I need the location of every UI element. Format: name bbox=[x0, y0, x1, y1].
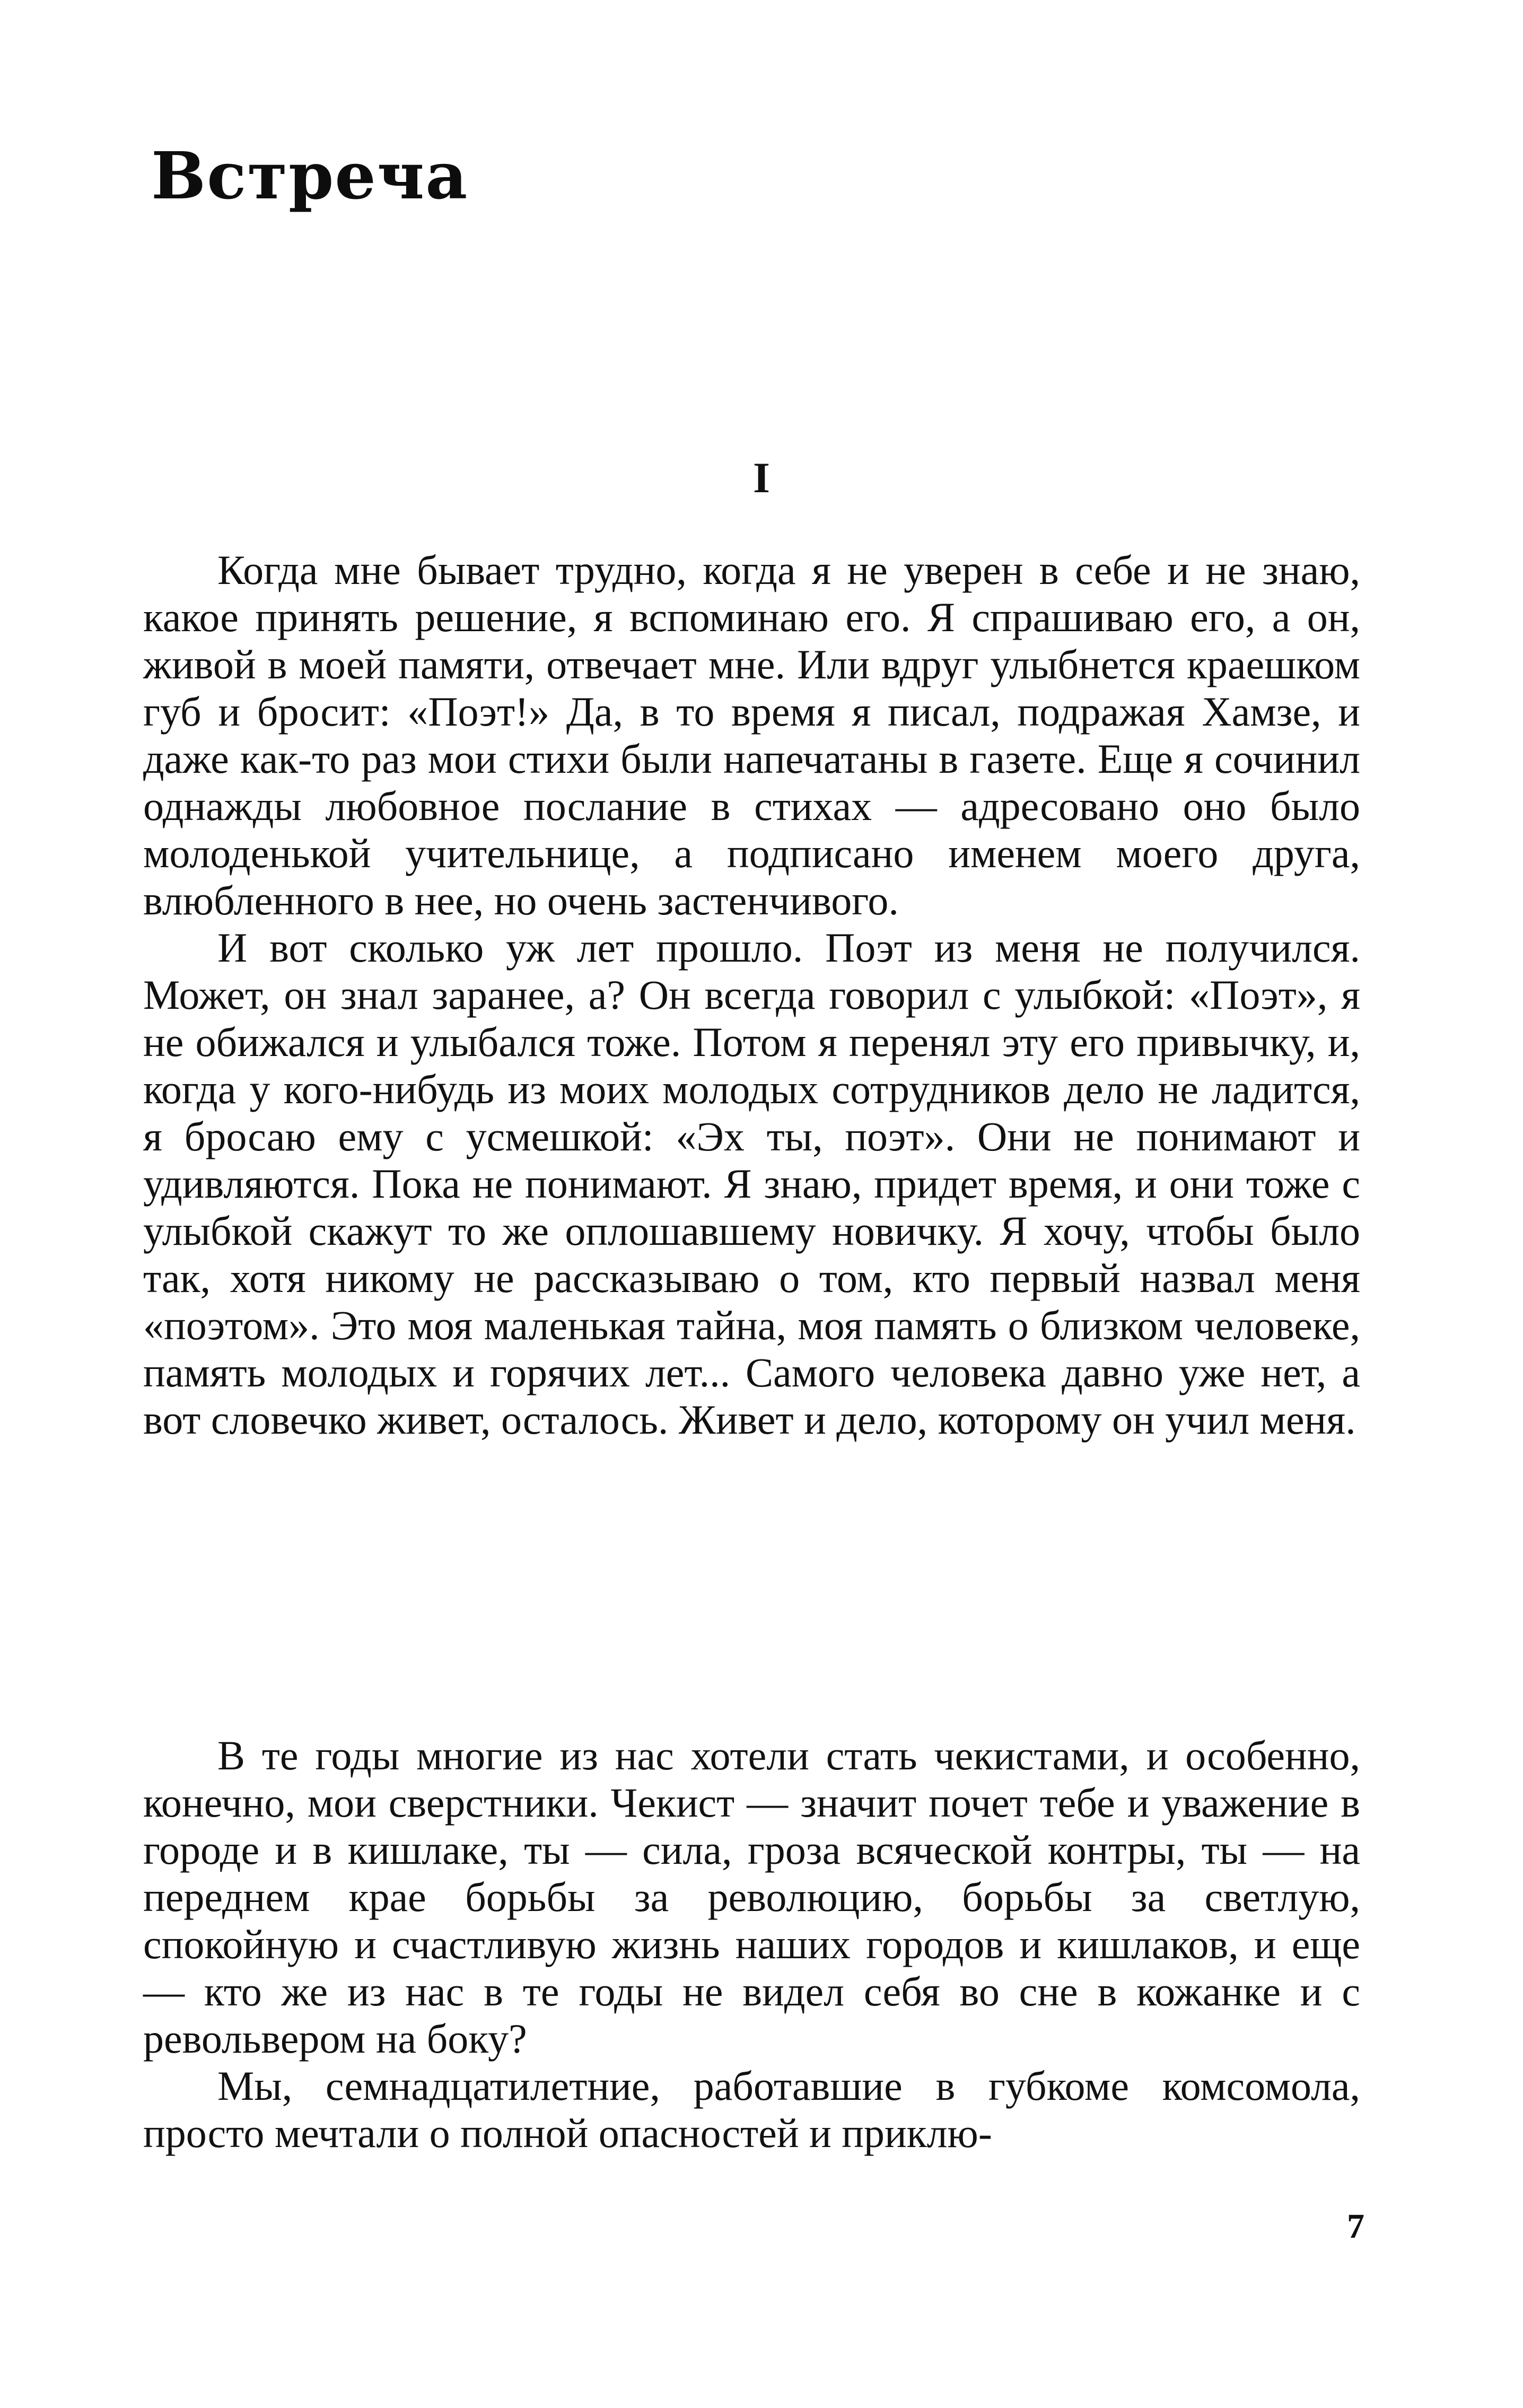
text-block-1 bbox=[143, 546, 1360, 1443]
chapter-title: Встреча bbox=[151, 137, 469, 214]
paragraph: Когда мне бывает трудно, когда я не уверен в себе и не знаю, какое принять решение, я вспоминаю его. Я спрашиваю его, а он, живой в моей памяти, отвечает мне. Или вдруг улыбнется краешком губ и бросит: «Поэт!» Да, в то время я писал, подражая Хамзе, и даже как-то раз мои стихи были напечатаны в газете. Еще я сочинил однажды любовное послание в стихах — адресовано оно было молоденькой учительнице, а подписано именем моего друга, влюбленного в нее, но очень застенчивого. bbox=[143, 547, 1360, 923]
paragraph: И вот сколько уж лет прошло. Поэт из меня не получился. Может, он знал заранее, а? Он всегда говорил с улыбкой: «Поэт», я не обижался и улыбался тоже. Потом я перенял эту его привычку, и, когда у кого-нибудь из моих молодых сотрудников дело не ладится, я бросаю ему с усмешкой: «Эх ты, поэт». Они не понимают и удивляются. Пока не понимают. Я знаю, придет время, и они тоже с улыбкой скажут то же оплошавшему новичку. Я хочу, чтобы было так, хотя никому не рассказываю о том, кто первый назвал меня «поэтом». Это моя маленькая тайна, моя память о близком человеке, память молодых и горячих лет... Самого человека давно уже нет, а вот словечко живет, осталось. Живет и дело, которому он учил меня. bbox=[143, 924, 1360, 1443]
page-number: 7 bbox=[1347, 2207, 1364, 2246]
section-number: I bbox=[753, 453, 770, 502]
text-block-2 bbox=[143, 1732, 1360, 2157]
paragraph: Мы, семнадцатилетние, работавшие в губкоме комсомола, просто мечтали о полной опасностей и приклю- bbox=[143, 2063, 1360, 2156]
paragraph: В те годы многие из нас хотели стать чекистами, и особенно, конечно, мои сверстники. Чекист — значит почет тебе и уважение в городе и в кишлаке, ты — сила, гроза всяческой контры, ты — на переднем крае борьбы за революцию, борьбы за светлую, спокойную и счастливую жизнь наших городов и кишлаков, и еще — кто же из нас в те годы не видел себя во сне в кожанке и с револьвером на боку? bbox=[143, 1732, 1360, 2062]
